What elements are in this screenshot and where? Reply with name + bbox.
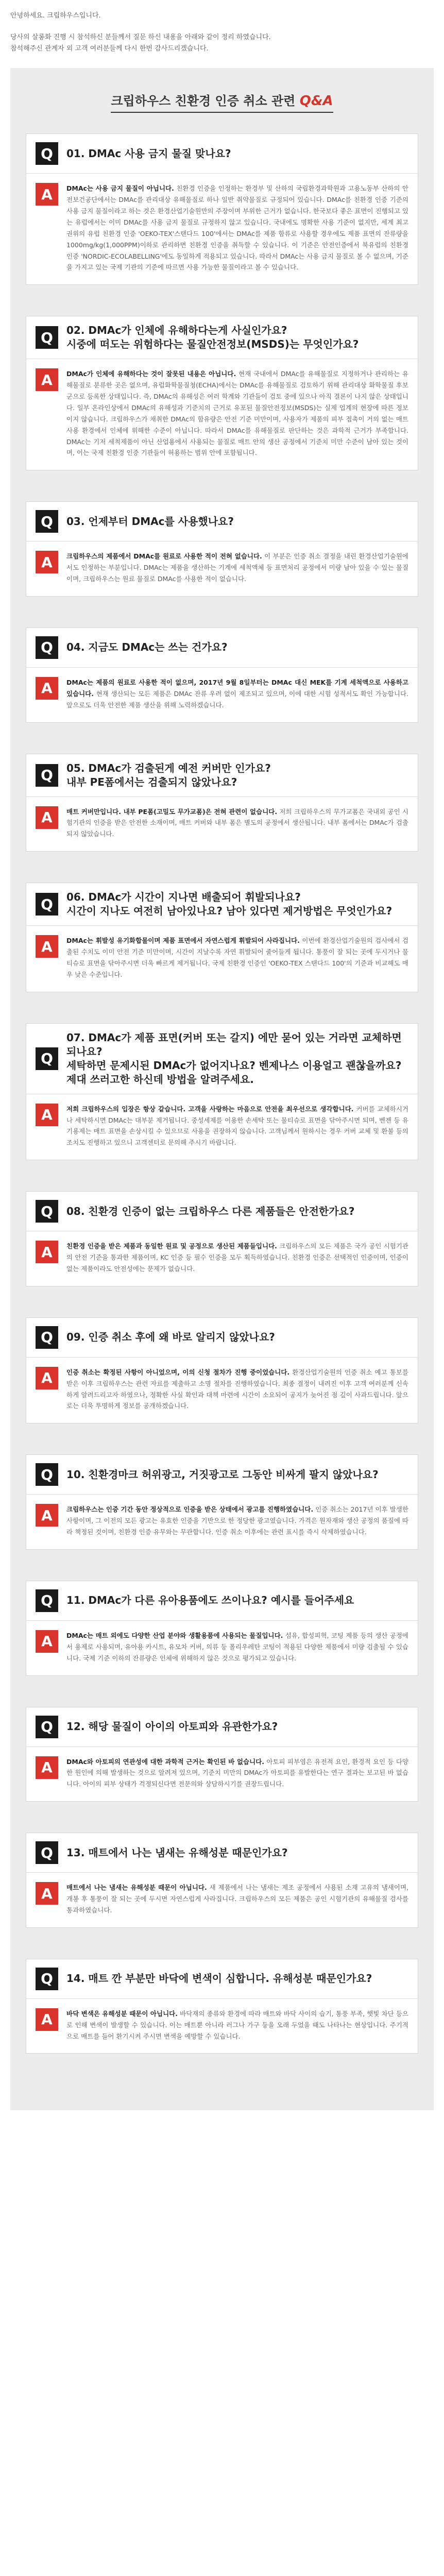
question-text: 05. DMAc가 검출된게 예전 커버만 인가요? 내부 PE폼에서는 검출되지 않았나요? xyxy=(66,761,271,788)
question-header xyxy=(26,754,418,797)
answer-body xyxy=(26,1094,418,1160)
answer-body xyxy=(26,541,418,596)
answer-detail: 이 부분은 인증 취소 결정을 내린 환경산업기술원에서도 인정하는 부분입니다. DMAc는 제품을 생산하는 기계에 세척액체 등 표면처리 공정에서 미량 남아 있을 수 있는 물질이며, 크립하우스는 원료 물질로 DMAc를 사용한 적이 없습니다. xyxy=(66,552,408,583)
question-text: 12. 해당 물질이 아이의 아토피와 유관한가요? xyxy=(66,1720,278,1733)
intro-greeting: 안녕하세요. 크립하우스입니다. xyxy=(10,12,101,20)
answer-body xyxy=(26,1495,418,1549)
answer-body xyxy=(26,668,418,722)
question-mark-icon: Q xyxy=(36,1200,58,1223)
answer-body xyxy=(26,174,418,284)
answer-lead: DMAc는 매트 외에도 다양한 산업 분야와 생활용품에 사용되는 물질입니다. xyxy=(66,1631,283,1639)
answer-lead: 친환경 인증을 받은 제품과 동일한 원료 및 공정으로 생산된 제품들입니다. xyxy=(66,1242,277,1250)
answer-mark-icon: A xyxy=(36,1756,58,1779)
answer-body xyxy=(26,1747,418,1802)
question-mark-icon: Q xyxy=(36,1968,58,1990)
answer-mark-icon: A xyxy=(36,183,58,206)
answer-text xyxy=(66,935,408,980)
answer-body xyxy=(26,359,418,470)
answer-detail: 현재 생산되는 모든 제품은 DMAc 잔류 우려 없이 제조되고 있으며, 이에 대한 시험 성적서도 확인 가능합니다. 앞으로도 더욱 안전한 제품 생산을 위해 노력하겠습니다. xyxy=(66,689,408,709)
question-mark-icon: Q xyxy=(36,893,58,916)
answer-text xyxy=(66,1882,408,1916)
question-mark-icon: Q xyxy=(36,764,58,787)
question-mark-icon: Q xyxy=(36,1716,58,1738)
qa-list xyxy=(26,133,418,2054)
answer-detail: 아토피 피부염은 유전적 요인, 환경적 요인 등 다양한 원인에 의해 발생하는 것으로 알려져 있으며, 기준치 미만의 DMAc가 아토피를 유발한다는 연구 결과는 보고된 바 없습니다. 아이의 피부 상태가 걱정되신다면 전문의와 상담하시기를 권장드립니다. xyxy=(66,1757,409,1788)
answer-body xyxy=(26,926,418,992)
qa-card xyxy=(26,883,418,992)
question-text: 03. 언제부터 DMAc를 사용했나요? xyxy=(66,515,234,528)
answer-mark-icon: A xyxy=(36,1104,58,1126)
answer-lead: 인증 취소는 확정된 사항이 아니었으며, 이의 신청 절차가 진행 중이었습니다. xyxy=(66,1368,290,1376)
answer-detail: 새 제품에서 나는 냄새는 제조 공정에서 사용된 소재 고유의 냄새이며, 개봉 후 통풍이 잘 되는 곳에 두시면 자연스럽게 사라집니다. 크립하우스의 모든 제품은 공인 시험기관의 유해물질 검사를 통과하였습니다. xyxy=(66,1884,408,1914)
answer-text xyxy=(66,806,408,840)
question-header xyxy=(26,883,418,926)
answer-detail: 바닥재의 종류와 환경에 따라 매트와 바닥 사이의 습기, 통풍 부족, 햇빛 차단 등으로 인해 변색이 발생할 수 있습니다. 이는 매트뿐 아니라 러그나 가구 등을 오래 두었을 때도 나타나는 현상입니다. 주기적으로 매트를 들어 환기시켜 주시면 변색을 예방할 수 있습니다. xyxy=(66,2009,408,2040)
answer-mark-icon: A xyxy=(36,1882,58,1905)
answer-mark-icon: A xyxy=(36,368,58,391)
question-text: 11. DMAc가 다른 유아용품에도 쓰이나요? 예시를 들어주세요 xyxy=(66,1594,354,1607)
question-header xyxy=(26,1455,418,1495)
answer-body xyxy=(26,1621,418,1675)
answer-lead: 크립하우스는 인증 기간 동안 정상적으로 인증을 받은 상태에서 광고를 진행하였습니다. xyxy=(66,1505,314,1514)
answer-detail: 저희 크립하우스의 무가교폼은 국내외 공인 시험기관의 인증을 받은 안전한 소재이며, 매트 커버와 내부 폼은 별도의 공정에서 생산됩니다. 내부 폼에서는 DMAc가 검출되지 않았습니다. xyxy=(66,807,408,838)
question-mark-icon: Q xyxy=(36,142,58,165)
question-mark-icon: Q xyxy=(36,1589,58,1612)
answer-lead: DMAc는 휘발성 유기화합물이며 제품 표면에서 자연스럽게 휘발되어 사라집니다. xyxy=(66,937,300,945)
answer-detail: 현재 국내에서 DMAc를 유해물질로 지정하거나 관리하는 유해물질로 분류한 곳은 없으며, 유럽화학물질청(ECHA)에서는 DMAc를 유해물질로 검토하기 위해 관리대상 화학물질 후보군으로 등록한 상태입니다. 즉, DMAc의 유해성은 여러 학계와 기관들이 검토 중에 있으나 아직 결론이 나지 않은 상태입니다. 일부 온라인상에서 DMAc의 유해성과 기준치의 근거로 유포된 물질안전정보(MSDS)는 실제 업계의 현장에 따른 정보이지 않습니다. 크립하우스가 채취한 DMAc의 함유량은 안전 기준 미만이며, 사용자가 제품의 피부 접촉이 거의 없는 매트 사용 환경에서 인체에 위해한 수준이 아닙니다. 따라서 DMAc를 유해물질로 판단하는 것은 과학적 근거가 부족합니다. DMAc는 기저 세척제품이 아닌 산업용에서 사용되는 물질로 매트 안의 생산 공정에서 기준치 미만 수준이 남아 있는 것이며, 이는 국제 친환경 인증 기관들이 허용하는 범위 안에 포함됩니다. xyxy=(66,370,408,457)
answer-text xyxy=(66,551,408,585)
question-header xyxy=(26,1707,418,1747)
question-text: 10. 친환경마크 허위광고, 거짓광고로 그동안 비싸게 팔지 않았나요? xyxy=(66,1468,379,1481)
qa-card xyxy=(26,1707,418,1802)
question-header xyxy=(26,1833,418,1873)
question-header xyxy=(26,316,418,359)
answer-detail: 커버를 교체하시거나 세탁하시면 DMAc는 대부분 제거됩니다. 중성세제를 이용한 손세탁 또는 물티슈로 표면을 닦아주시면 되며, 벤젠 등 유기용제는 매트 표면을 손상시킬 수 있으므로 사용을 권장하지 않습니다. 고객님께서 원하시는 경우 커버 교체 및 환불 등의 조치도 진행하고 있으니 고객센터로 문의해 주시기 바랍니다. xyxy=(66,1105,408,1147)
answer-mark-icon: A xyxy=(36,1630,58,1653)
answer-lead: 저희 크립하우스의 입장은 항상 같습니다. 고객을 사랑하는 마음으로 안전을 최우선으로 생각합니다. xyxy=(66,1105,354,1113)
qa-card xyxy=(26,501,418,597)
answer-lead: DMAc는 제품의 원료로 사용한 적이 없으며, 2017년 9월 8일부터는 DMAc 대신 MEK를 기계 세척액으로 사용하고 있습니다. xyxy=(66,678,408,698)
question-header xyxy=(26,1959,418,1999)
qa-card xyxy=(26,1023,418,1161)
answer-detail: 섬유, 합성피혁, 코팅 제품 등의 생산 공정에서 용제로 사용되며, 유아용 카시트, 유모차 커버, 의류 등 폴리우레탄 코팅이 적용된 다양한 제품에서 미량 검출될 수 있습니다. 국제 기준 이하의 잔류량은 인체에 위해하지 않은 것으로 평가되고 있습니다. xyxy=(66,1631,408,1662)
question-text: 06. DMAc가 시간이 지나면 배출되어 휘발되나요? 시간이 지나도 여전히 남아있나요? 남아 있다면 제거방법은 무엇인가요? xyxy=(66,891,392,918)
answer-detail: 크립하우스의 모든 제품은 국가 공인 시험기관의 안전 기준을 통과한 제품이며, KC 인증 등 필수 인증을 모두 획득하였습니다. 친환경 인증은 선택적인 인증이며, 인증이 없는 제품이라도 안전성에는 문제가 없습니다. xyxy=(66,1242,408,1273)
page-title-text: 크립하우스 친환경 인증 취소 관련 xyxy=(111,94,296,109)
intro xyxy=(0,0,444,68)
question-text: 02. DMAc가 인체에 유해하다는게 사실인가요? 시중에 떠도는 위험하다는 물질안전정보(MSDS)는 무엇인가요? xyxy=(66,324,359,351)
answer-lead: 바닥 변색은 유해성분 때문이 아닙니다. xyxy=(66,2009,178,2018)
answer-text xyxy=(66,368,408,459)
answer-mark-icon: A xyxy=(36,1367,58,1389)
question-header xyxy=(26,1024,418,1094)
intro-line-2: 참석해주신 관계자 외 고객 여러분들께 다시 한번 감사드리겠습니다. xyxy=(10,45,209,53)
question-header xyxy=(26,1318,418,1358)
answer-text xyxy=(66,1241,408,1275)
qa-card xyxy=(26,1833,418,1928)
answer-mark-icon: A xyxy=(36,677,58,700)
answer-lead: 크립하우스의 제품에서 DMAc를 원료로 사용한 적이 전혀 없습니다. xyxy=(66,552,262,561)
question-text: 14. 매트 깐 부분만 바닥에 변색이 심합니다. 유해성분 때문인가요? xyxy=(66,1972,372,1985)
answer-mark-icon: A xyxy=(36,551,58,573)
answer-lead: 매트 커버만입니다. 내부 PE폼(고밀도 무가교폼)은 전혀 관련이 없습니다. xyxy=(66,807,278,816)
question-text: 07. DMAc가 제품 표면(커버 또는 갈지) 에만 묻어 있는 거라면 교체하면 되나요? 세탁하면 문제시된 DMAc가 없어지나요? 벤제나스 이용얼고 괜찮을까요? 제대 쓰러고한 하신데 방법을 알려주세요. xyxy=(66,1031,402,1086)
question-header xyxy=(26,502,418,541)
question-header xyxy=(26,1192,418,1231)
page-title xyxy=(111,91,333,113)
question-mark-icon: Q xyxy=(36,1463,58,1486)
qa-card xyxy=(26,316,418,470)
answer-mark-icon: A xyxy=(36,935,58,958)
answer-text xyxy=(66,1630,408,1664)
question-text: 08. 친환경 인증이 없는 크립하우스 다른 제품들은 안전한가요? xyxy=(66,1205,355,1217)
qa-card xyxy=(26,628,418,723)
answer-text xyxy=(66,1367,408,1412)
answer-detail: 이번에 환경산업기술원의 검사에서 검출된 수치도 이미 안전 기준 미만이며, 시간이 지날수록 자연 휘발되어 줄어들게 됩니다. 통풍이 잘 되는 곳에 두시거나 물티슈로 표면을 닦아주시면 더욱 빠르게 제거됩니다. 국제 친환경 인증인 'OEKO-TEX 스탠다드 100'의 기준과 비교해도 매우 낮은 수준입니다. xyxy=(66,937,408,978)
answer-body xyxy=(26,1873,418,1927)
question-header xyxy=(26,1581,418,1621)
question-header xyxy=(26,134,418,174)
question-header xyxy=(26,628,418,668)
answer-body xyxy=(26,797,418,852)
page-title-qa: Q&A xyxy=(299,93,333,109)
answer-text xyxy=(66,677,408,711)
answer-text xyxy=(66,2008,408,2042)
answer-body xyxy=(26,1358,418,1423)
answer-mark-icon: A xyxy=(36,1504,58,1527)
question-text: 13. 매트에서 나는 냄새는 유해성분 때문인가요? xyxy=(66,1846,288,1859)
title-wrap xyxy=(26,91,418,113)
qa-card xyxy=(26,1317,418,1424)
question-text: 09. 인증 취소 후에 왜 바로 알리지 않았나요? xyxy=(66,1331,275,1344)
answer-text xyxy=(66,1104,408,1149)
answer-lead: DMAc는 사용 금지 물질이 아닙니다. xyxy=(66,184,174,193)
question-mark-icon: Q xyxy=(36,1326,58,1349)
answer-text xyxy=(66,1504,408,1538)
answer-detail: 친환경 인증을 인정하는 환경부 및 산하의 국립환경과학원과 고용노동부 산하의 안전보건공단에서는 DMAc를 관리대상 유해물질로 하나 일반 취약물질로 규정되어 있습니다. DMAc를 친환경 인증 기준의 사용 금지 물질이라고 하는 것은 환경산업기술원만의 주장이며 부위한 근거가 없습니다. 한국보다 좋은 표면이 진행되고 있는 유럽에서는 이미 DMAc를 사용 금지 물질로 규정하지 않고 있습니다. 국내에도 명확한 사용 기준이 없지만, 세계 최고 권위의 유럽 친환경 인증 'OEKO-TEX'스탠다드 100'에서는 DMAc를 제품 함류로 사용할 경우에도 제품 표면의 잔류량을 1000mg/kg(1,000PPM)이하로 관리하면 친환경 인증을 취득할 수 있습니다. 이 기준은 안전인증에서 북유럽의 친환경 인증 'NORDIC-ECOLABELLING'에도 동일하게 적용되고 있습니다. 따라서 DMAc는 사용 금지 물질로 볼 수 없으며, 기준을 가지고 있는 국제 기관의 기준에 따르면 사용 가능한 물질이라고 볼 수 있습니다. xyxy=(66,184,408,272)
answer-text xyxy=(66,1756,408,1790)
answer-body xyxy=(26,1999,418,2054)
qa-card xyxy=(26,1191,418,1286)
qa-card xyxy=(26,1581,418,1676)
qa-card xyxy=(26,133,418,285)
question-text: 04. 지금도 DMAc는 쓰는 건가요? xyxy=(66,641,228,654)
question-mark-icon: Q xyxy=(36,1047,58,1070)
intro-line-1: 당사의 살롱화 진행 시 참석하신 분들께서 질문 하신 내용을 아래와 같이 정리 하였습니다. xyxy=(10,33,271,42)
qa-panel xyxy=(10,68,434,2110)
question-text: 01. DMAc 사용 금지 물질 맞나요? xyxy=(66,147,231,160)
answer-mark-icon: A xyxy=(36,1241,58,1263)
question-mark-icon: Q xyxy=(36,510,58,533)
question-mark-icon: Q xyxy=(36,1841,58,1864)
answer-detail: 환경산업기술원의 인증 취소 예고 통보를 받은 이후 크립하우스는 관련 자료를 제출하고 소명 절차를 진행하였습니다. 최종 결정이 내려진 이후 고객 여러분께 신속하게 알려드리고자 하였으나, 정확한 사실 확인과 대책 마련에 시간이 소요되어 공지가 늦어진 점 깊이 사과드립니다. 앞으로는 더욱 투명하게 정보를 공개하겠습니다. xyxy=(66,1368,408,1410)
question-mark-icon: Q xyxy=(36,326,58,349)
answer-mark-icon: A xyxy=(36,2008,58,2031)
answer-body xyxy=(26,1231,418,1286)
answer-text xyxy=(66,183,408,273)
qa-card xyxy=(26,1959,418,2054)
answer-detail: 인증 취소는 2017년 이후 발생한 사항이며, 그 이전의 모든 광고는 유효한 인증을 기반으로 한 정당한 광고였습니다. 가격은 원자재와 생산 공정의 품질에 따라 책정된 것이며, 친환경 인증 유무와는 무관합니다. 인증 취소 이후에는 관련 표시를 즉시 삭제하였습니다. xyxy=(66,1505,408,1536)
qa-card xyxy=(26,1454,418,1550)
answer-mark-icon: A xyxy=(36,806,58,829)
answer-lead: DMAc와 아토피의 연관성에 대한 과학적 근거는 확인된 바 없습니다. xyxy=(66,1757,265,1766)
answer-lead: 매트에서 나는 냄새는 유해성분 때문이 아닙니다. xyxy=(66,1884,207,1892)
question-mark-icon: Q xyxy=(36,636,58,659)
qa-card xyxy=(26,754,418,852)
answer-lead: DMAc가 인체에 유해하다는 것이 잘못된 내용은 아닙니다. xyxy=(66,370,236,378)
